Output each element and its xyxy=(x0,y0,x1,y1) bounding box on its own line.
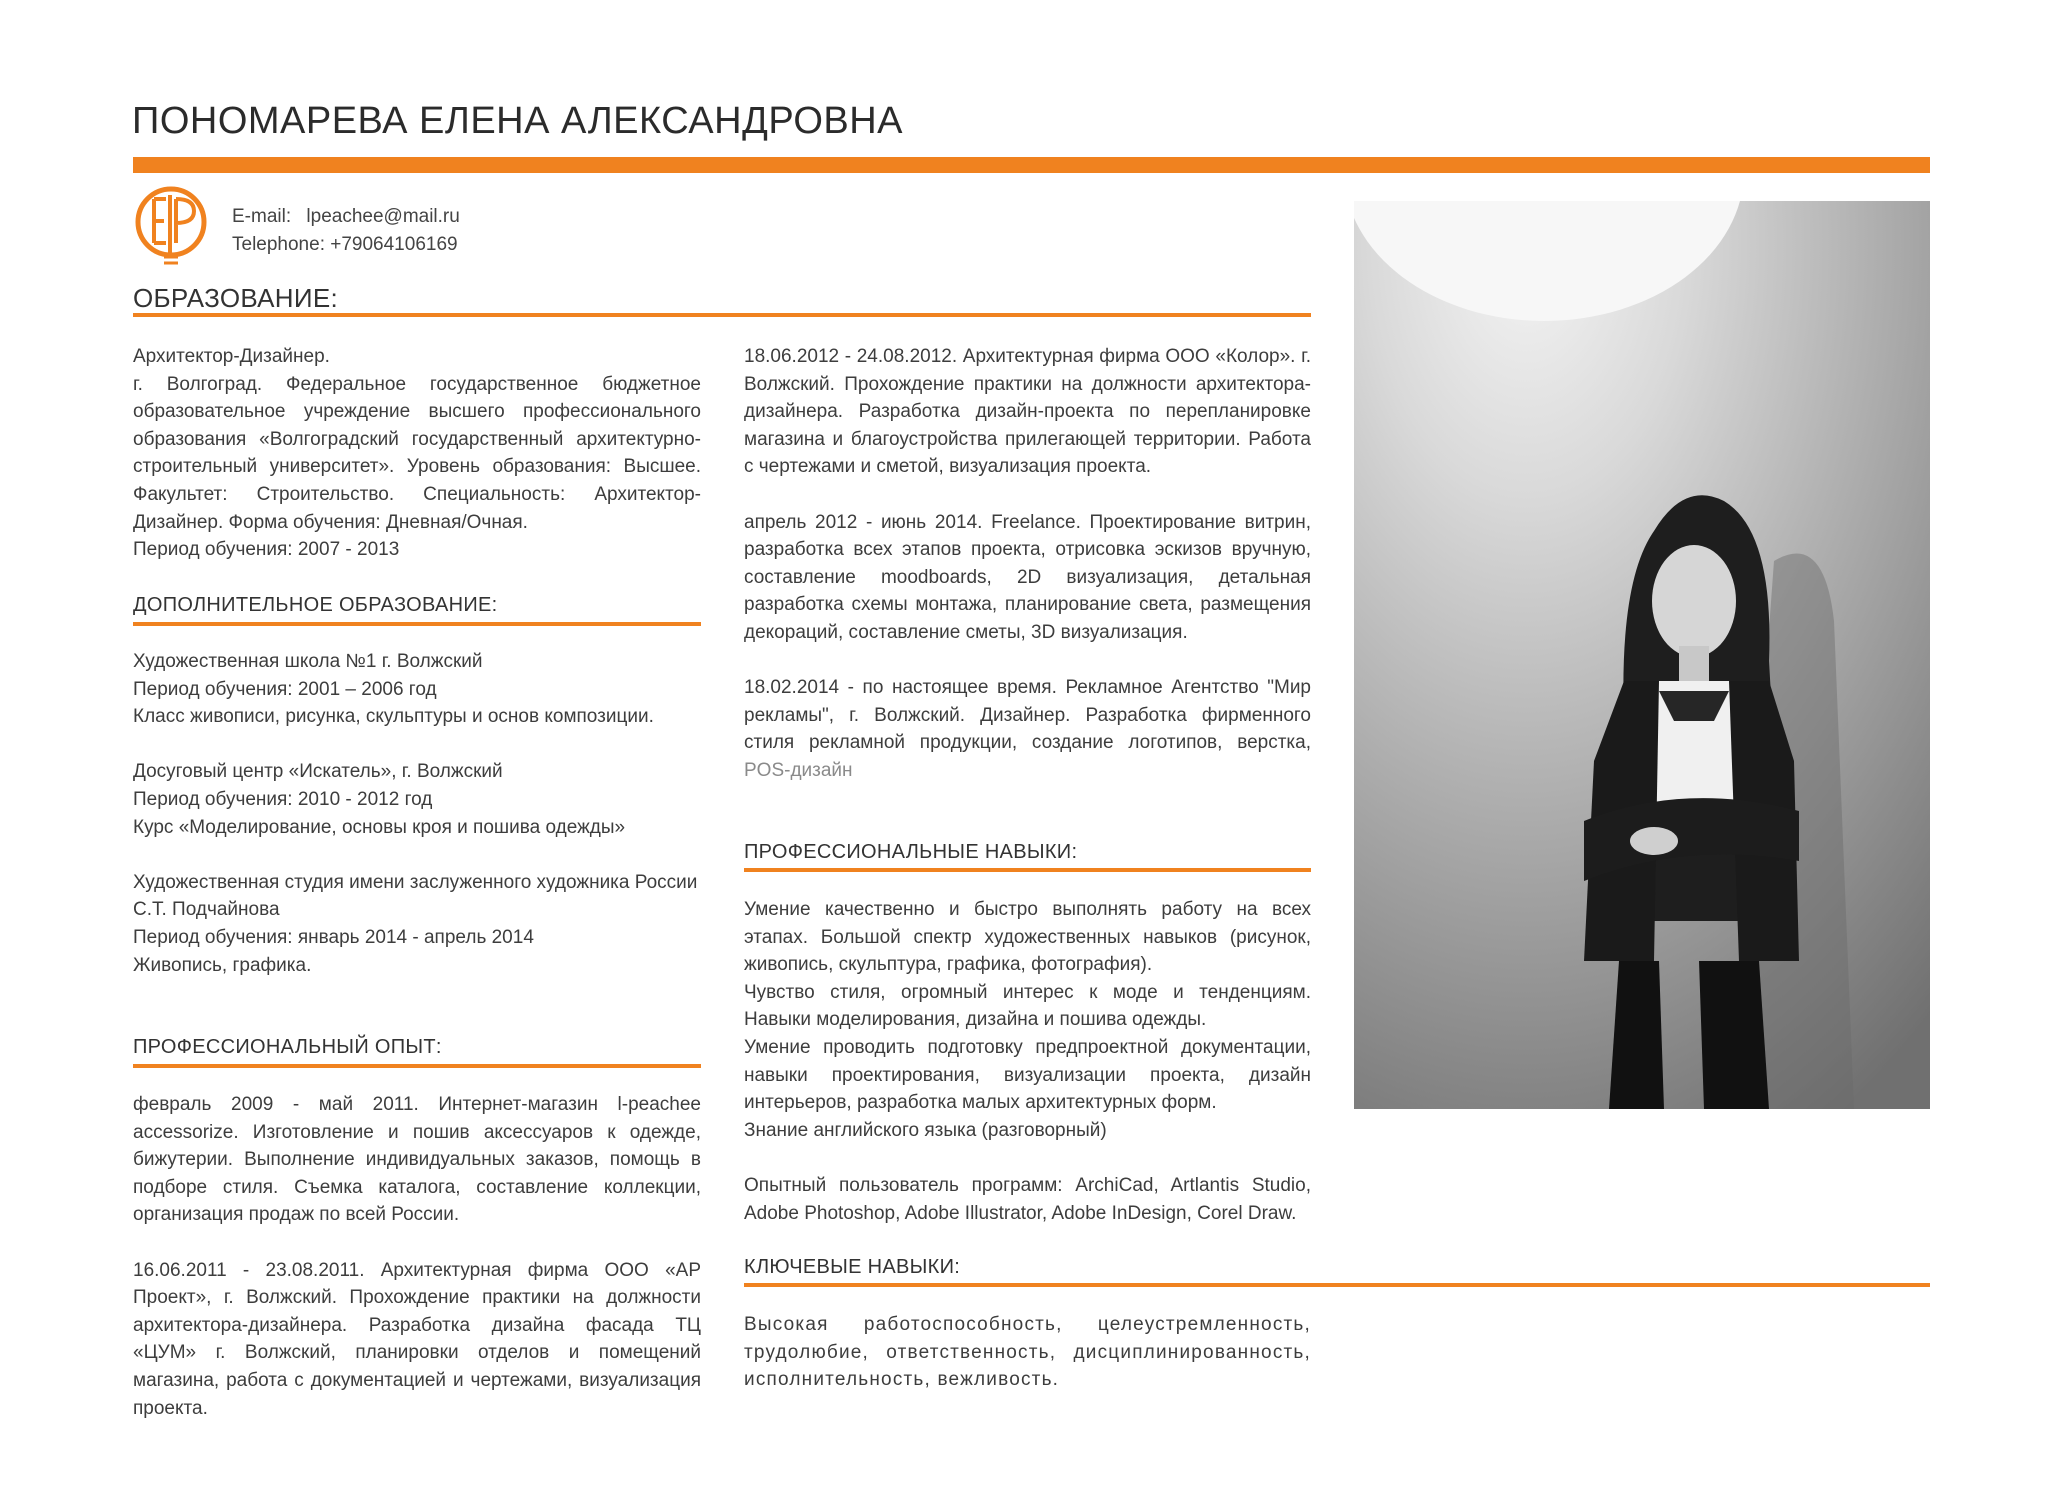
experience-entry: 16.06.2011 - 23.08.2011. Архитектурная фирма ООО «АР Проект», г. Волжский. Прохождение практики на должности архитектора-дизайнера. Разработка дизайна фасада ТЦ «ЦУМ» г. Волжский, планировки отделов и помещений магазина, работа с документацией и чертежами, визуализация проекта. xyxy=(133,1259,701,1419)
email-row xyxy=(232,203,460,231)
skill-item: Умение проводить подготовку предпроектной документации, навыки проектирования, визуализации проекта, дизайн интерьеров, разработка малых архитектурных форм. xyxy=(744,1036,1311,1114)
phone-row xyxy=(232,231,460,259)
education-heading: ОБРАЗОВАНИЕ: xyxy=(133,283,339,313)
phone-number: +79064106169 xyxy=(330,234,458,255)
header-divider xyxy=(133,157,1930,173)
school-3-name: Художественная студия имени заслуженного художника России С.Т. Подчайнова xyxy=(133,871,698,921)
key-skills-divider xyxy=(744,1283,1930,1287)
key-skills-text: Высокая работоспособность, целеустремленность, трудолюбие, ответственность, дисциплинированность, исполнительность, вежливость. xyxy=(744,1314,1311,1391)
additional-education-text xyxy=(133,648,701,979)
page-title: ПОНОМАРЕВА ЕЛЕНА АЛЕКСАНДРОВНА xyxy=(132,100,904,142)
experience-left-text xyxy=(133,1091,701,1422)
skill-item: Умение качественно и быстро выполнять работу на всех этапах. Большой спектр художественных навыков (рисунок, живопись, скульптура, графика, фотография). xyxy=(744,899,1311,976)
experience-divider xyxy=(133,1064,701,1068)
experience-entry: февраль 2009 - май 2011. Интернет-магазин l-peachee accessorize. Изготовление и пошив аксессуаров к одежде, бижутерии. Выполнение индивидуальных заказов, помощь в подборе стиля. Съемка каталога, составление коллекции, организация продаж по всей России. xyxy=(133,1094,701,1226)
skill-item: Знание английского языка (разговорный) xyxy=(744,1119,1107,1141)
experience-entry-tail: POS-дизайн xyxy=(744,759,853,781)
skills-heading: ПРОФЕССИОНАЛЬНЫЕ НАВЫКИ: xyxy=(744,841,1078,863)
experience-right-text xyxy=(744,343,1311,785)
logo-icon xyxy=(134,183,208,267)
skills-text xyxy=(744,896,1311,1227)
contact-block xyxy=(232,203,460,259)
education-institution: г. Волгоград. Федеральное государственное бюджетное образовательное учреждение высшего профессионального образования «Волгоградский государственный архитектурно-строительный университет». Уровень образования: Высшее. Факультет: Строительство. Специальность: Архитектор-Дизайнер. Форма обучения: Дневная/Очная. xyxy=(133,373,701,533)
phone-label: Telephone: xyxy=(232,234,325,255)
education-period: Период обучения: 2007 - 2013 xyxy=(133,539,400,561)
school-1-course: Класс живописи, рисунка, скульптуры и основ композиции. xyxy=(133,706,654,728)
experience-heading: ПРОФЕССИОНАЛЬНЫЙ ОПЫТ: xyxy=(133,1036,442,1058)
additional-education-heading: ДОПОЛНИТЕЛЬНОЕ ОБРАЗОВАНИЕ: xyxy=(133,594,498,616)
school-3-period: Период обучения: январь 2014 - апрель 2014 xyxy=(133,926,534,948)
experience-entry-text: 18.02.2014 - по настоящее время. Рекламное Агентство "Мир рекламы", г. Волжский. Дизайнер. Разработка фирменного стиля рекламной продукции, создание логотипов, верстка, xyxy=(744,677,1311,754)
school-3-course: Живопись, графика. xyxy=(133,954,312,976)
software-skills: Опытный пользователь программ: ArchiCad, Artlantis Studio, Adobe Photoshop, Adobe Illustrator, Adobe InDesign, Corel Draw. xyxy=(744,1174,1311,1224)
skills-divider xyxy=(744,868,1311,872)
education-degree: Архитектор-Дизайнер. xyxy=(133,346,330,367)
school-2-course: Курс «Моделирование, основы кроя и пошива одежды» xyxy=(133,816,626,838)
education-divider xyxy=(133,313,1311,317)
experience-entry xyxy=(744,674,1311,784)
skill-item: Чувство стиля, огромный интерес к моде и тенденциям. Навыки моделирования, дизайна и пошива одежды. xyxy=(744,981,1311,1031)
school-1-period: Период обучения: 2001 – 2006 год xyxy=(133,678,437,700)
key-skills-heading: КЛЮЧЕВЫЕ НАВЫКИ: xyxy=(744,1256,961,1278)
school-1-name: Художественная школа №1 г. Волжский xyxy=(133,651,483,672)
email-link[interactable]: lpeachee@mail.ru xyxy=(306,206,460,227)
additional-education-divider xyxy=(133,622,701,626)
education-text xyxy=(133,343,701,564)
experience-entry: апрель 2012 - июнь 2014. Freelance. Проектирование витрин, разработка всех этапов проекта, отрисовка эскизов вручную, составление moodboards, 2D визуализация, детальная разработка схемы монтажа, планирование света, размещения декораций, составление сметы, 3D визуализация. xyxy=(744,511,1311,643)
school-2-period: Период обучения: 2010 - 2012 год xyxy=(133,788,433,810)
portrait-photo xyxy=(1354,201,1930,1109)
email-label: E-mail: xyxy=(232,206,292,227)
school-2-name: Досуговый центр «Искатель», г. Волжский xyxy=(133,761,503,783)
experience-entry: 18.06.2012 - 24.08.2012. Архитектурная фирма ООО «Колор». г. Волжский. Прохождение практики на должности архитектора-дизайнера. Разработка дизайн-проекта по перепланировке магазина и благоустройства прилегающей территории. Работа с чертежами и сметой, визуализация проекта. xyxy=(744,346,1311,478)
